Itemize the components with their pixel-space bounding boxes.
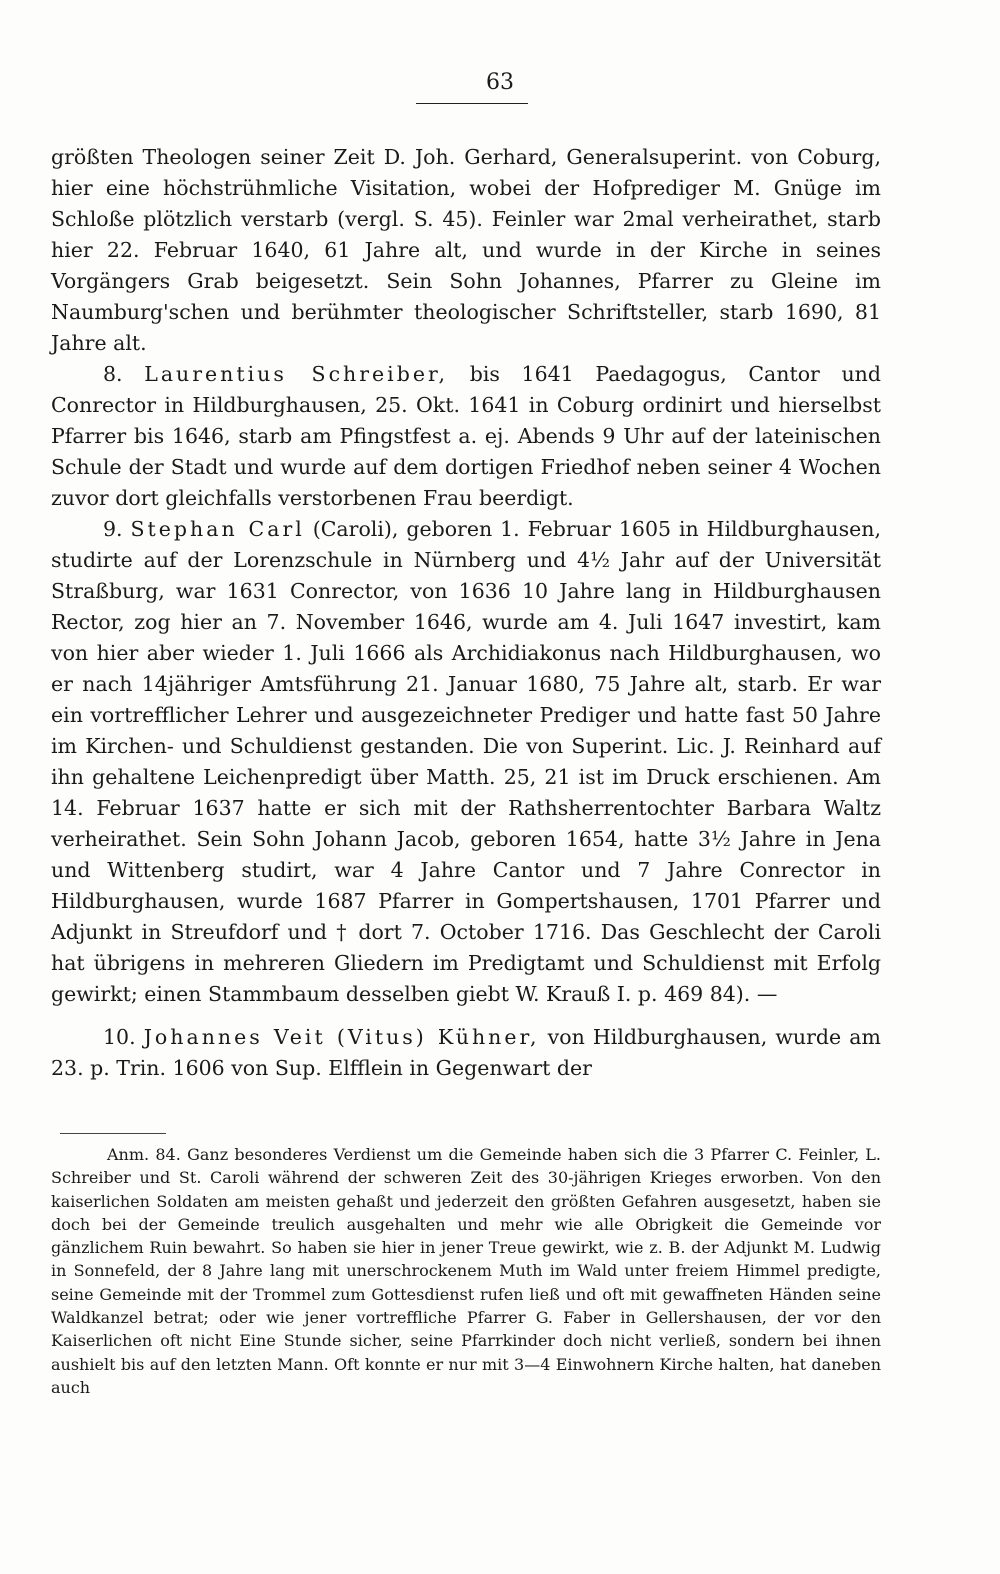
entry-10-paragraph [51,1022,881,1084]
entry-9-name: Stephan Carl [130,517,305,541]
entry-8-text: bis 1641 Paedagogus, Cantor und Conrector in Hildburghausen, 25. Okt. 1641 in Coburg ordinirt und hierselbst Pfarrer bis 1646, starb am Pfingstfest a. ej. Abends 9 Uhr auf der lateinischen Schule der Stadt und wurde auf dem dortigen Friedhof neben seiner 4 Wochen zuvor dort gleichfalls verstorbenen Frau beerdigt. [51,362,881,510]
entry-9-text: (Caroli), geboren 1. Februar 1605 in Hildburghausen, studirte auf der Lorenzschule in Nürnberg und 4½ Jahr auf der Universität Straßburg, war 1631 Conrector, von 1636 10 Jahre lang in Hildburghausen Rector, zog hier an 7. November 1646, wurde am 4. Juli 1647 investirt, kam von hier aber wieder 1. Juli 1666 als Archidiakonus nach Hildburghausen, wo er nach 14jähriger Amtsführung 21. Januar 1680, 75 Jahre alt, starb. Er war ein vortrefflicher Lehrer und ausgezeichneter Prediger und hatte fast 50 Jahre im Kirchen- und Schuldienst gestanden. Die von Superint. Lic. J. Reinhard auf ihn gehaltene Leichenpredigt über Matth. 25, 21 ist im Druck erschienen. Am 14. Februar 1637 hatte er sich mit der Rathsherrentochter Barbara Waltz verheirathet. Sein Sohn Johann Jacob, geboren 1654, hatte 3½ Jahre in Jena und Wittenberg studirt, war 4 Jahre Cantor und 7 Jahre Conrector in Hildburghausen, wurde 1687 Pfarrer in Gompertshausen, 1701 Pfarrer und Adjunkt in Streufdorf und † dort 7. October 1716. Das Geschlecht der Caroli hat übrigens in mehreren Gliedern im Predigtamt und Schuldienst mit Erfolg gewirkt; einen Stammbaum desselben giebt W. Krauß I. p. 469 84). — [51,517,881,1006]
entry-9-number: 9. [103,517,123,541]
footnotes [51,1143,881,1399]
entry-10-text: von Hildburghausen, wurde am 23. p. Trin. 1606 von Sup. Elfflein in Gegenwart der [51,1025,881,1080]
entry-9-paragraph [51,514,881,1010]
footnote-84: Anm. 84. Ganz besonderes Verdienst um die Gemeinde haben sich die 3 Pfarrer C. Feinler, L. Schreiber und St. Caroli während der schweren Zeit des 30-jährigen Krieges erworben. Von den kaiserlichen Soldaten am meisten gehaßt und jederzeit den größten Gefahren ausgesetzt, haben sie doch bei der Gemeinde treulich ausgehalten und mehr wie alle Obrigkeit die Gemeinde vor gänzlichem Ruin bewahrt. So haben sie hier in jener Treue gewirkt, wie z. B. der Adjunkt M. Ludwig in Sonnefeld, der 8 Jahre lang mit unerschrockenem Muth im Wald unter freiem Himmel predigte, seine Gemeinde mit der Trommel zum Gottesdienst rufen ließ und oft mit gewaffneten Händen seine Waldkanzel betrat; oder wie jener vortreffliche Pfarrer G. Faber in Gellershausen, der vor den Kaiserlichen oft nicht Eine Stunde sicher, seine Pfarrkinder doch nicht verließ, sondern bei ihnen aushielt bis auf den letzten Mann. Oft konnte er nur mit 3—4 Einwohnern Kirche halten, hat daneben auch [51,1145,881,1397]
header-rule [416,103,528,104]
entry-8-number: 8. [103,362,123,386]
entry-10-number: 10. [103,1025,136,1049]
page-number: 63 [486,70,514,95]
entry-8-paragraph [51,359,881,514]
footnote-rule [60,1133,166,1134]
intro-paragraph: größten Theologen seiner Zeit D. Joh. Gerhard, Generalsuperint. von Coburg, hier eine höchstrühmliche Visitation, wobei der Hofprediger M. Gnüge im Schloße plötzlich verstarb (vergl. S. 45). Feinler war 2mal verheirathet, starb hier 22. Februar 1640, 61 Jahre alt, und wurde in der Kirche in seines Vorgängers Grab beigesetzt. Sein Sohn Johannes, Pfarrer zu Gleine im Naumburg'schen und berühmter theologischer Schriftsteller, starb 1690, 81 Jahre alt. [51,145,881,355]
entry-10-name: Johannes Veit (Vitus) Kühner, [143,1025,540,1049]
main-text [51,142,881,1084]
entry-8-name: Laurentius Schreiber, [144,362,449,386]
